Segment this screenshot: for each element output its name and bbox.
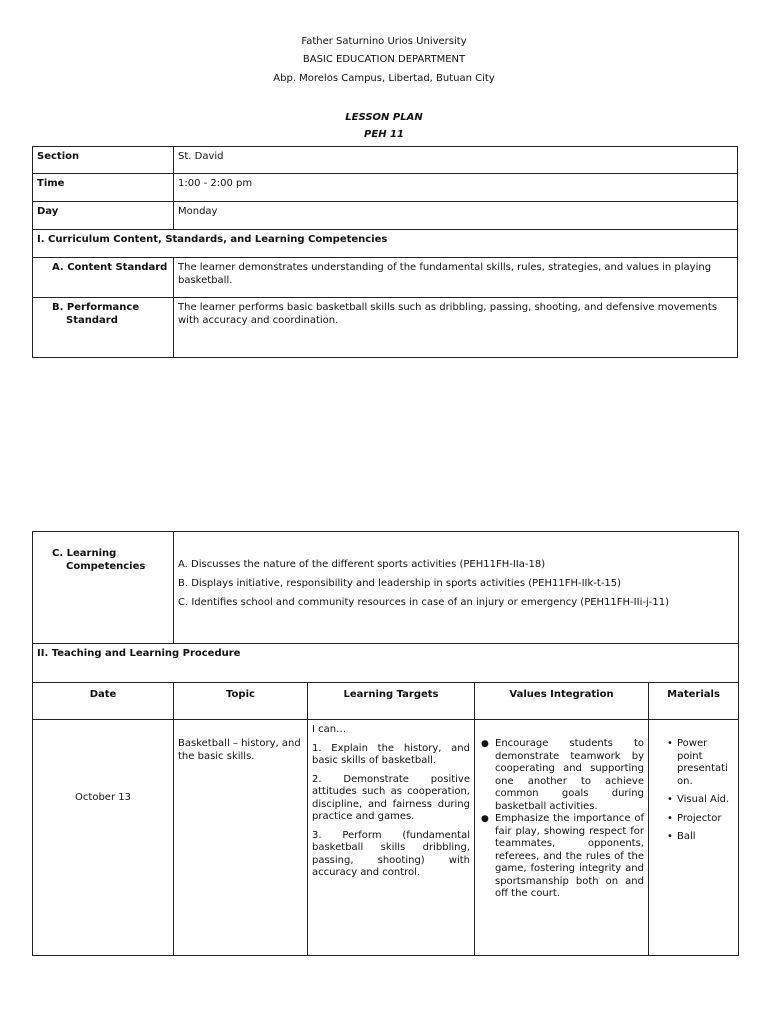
- row-topic: Basketball – history, and the basic skills.: [174, 720, 308, 956]
- competencies-list: [174, 532, 739, 644]
- values-item: ● Encourage students to demonstrate teamwork by cooperating and supporting one another to achieve common goals during basketball activities.: [478, 738, 644, 813]
- material-item: • Ball: [667, 831, 734, 844]
- column-header-topic: Topic: [174, 683, 308, 720]
- material-item: • Projector: [667, 813, 734, 826]
- column-header-values-integration: Values Integration: [475, 683, 649, 720]
- performance-standard-label-line1: B. Performance: [52, 302, 140, 313]
- lesson-info-table: [32, 146, 738, 358]
- university-name: Father Saturnino Urios University: [301, 36, 467, 47]
- time-value: 1:00 - 2:00 pm: [174, 174, 738, 202]
- procedure-table: [32, 531, 739, 956]
- day-label: Day: [33, 202, 174, 230]
- competency-item: C. Identifies school and community resources in case of an injury or emergency (PEH11FH-IIi-j-11): [178, 597, 669, 608]
- column-header-learning-targets: Learning Targets: [308, 683, 475, 720]
- row-materials: [649, 720, 739, 956]
- row-date: October 13: [33, 720, 174, 956]
- content-standard-value: The learner demonstrates understanding of the fundamental skills, rules, strategies, and values in playing basketball.: [174, 258, 738, 298]
- subject-code: PEH 11: [364, 129, 404, 140]
- competencies-label: [33, 532, 174, 644]
- document-title: LESSON PLAN: [345, 112, 423, 123]
- row-learning-targets: [308, 720, 475, 956]
- content-standard-label: A. Content Standard: [33, 258, 174, 298]
- learning-target-item: 2. Demonstrate positive attitudes such as cooperation, discipline, and fairness during practice and games.: [312, 773, 470, 822]
- competencies-label-line2: Competencies: [66, 560, 146, 572]
- learning-target-item: 1. Explain the history, and basic skills of basketball.: [312, 742, 470, 766]
- department-name: BASIC EDUCATION DEPARTMENT: [302, 54, 466, 65]
- column-header-materials: Materials: [649, 683, 739, 720]
- values-item: ● Emphasize the importance of fair play, showing respect for teammates, opponents, referees, and the rules of the game, fostering integrity and sportsmanship both on and off the court.: [478, 813, 644, 901]
- material-item: • Visual Aid.: [667, 794, 734, 807]
- competency-item: A. Discusses the nature of the different sports activities (PEH11FH-IIa-18): [178, 559, 546, 570]
- competency-item: B. Displays initiative, responsibility and leadership in sports activities (PEH11FH-IIk-t-15): [178, 578, 622, 589]
- learning-target-item: 3. Perform (fundamental basketball skills dribbling, passing, shooting) with accuracy and control.: [312, 829, 470, 878]
- section-label: Section: [33, 147, 174, 174]
- targets-intro: I can…: [312, 724, 347, 735]
- performance-standard-label-line2: Standard: [66, 314, 118, 326]
- material-item: • Power point presentati on.: [667, 738, 734, 788]
- column-header-date: Date: [33, 683, 174, 720]
- performance-standard-label: [33, 298, 174, 358]
- section-value: St. David: [174, 147, 738, 174]
- campus-address: Abp. Morelos Campus, Libertad, Butuan City: [273, 73, 495, 84]
- performance-standard-value: The learner performs basic basketball skills such as dribbling, passing, shooting, and defensive movements with accuracy and coordination.: [174, 298, 738, 358]
- time-label: Time: [33, 174, 174, 202]
- competencies-label-line1: C. Learning: [52, 548, 117, 559]
- procedure-heading: II. Teaching and Learning Procedure: [33, 644, 739, 683]
- curriculum-heading: I. Curriculum Content, Standards, and Learning Competencies: [33, 230, 738, 258]
- row-values-integration: [475, 720, 649, 956]
- day-value: Monday: [174, 202, 738, 230]
